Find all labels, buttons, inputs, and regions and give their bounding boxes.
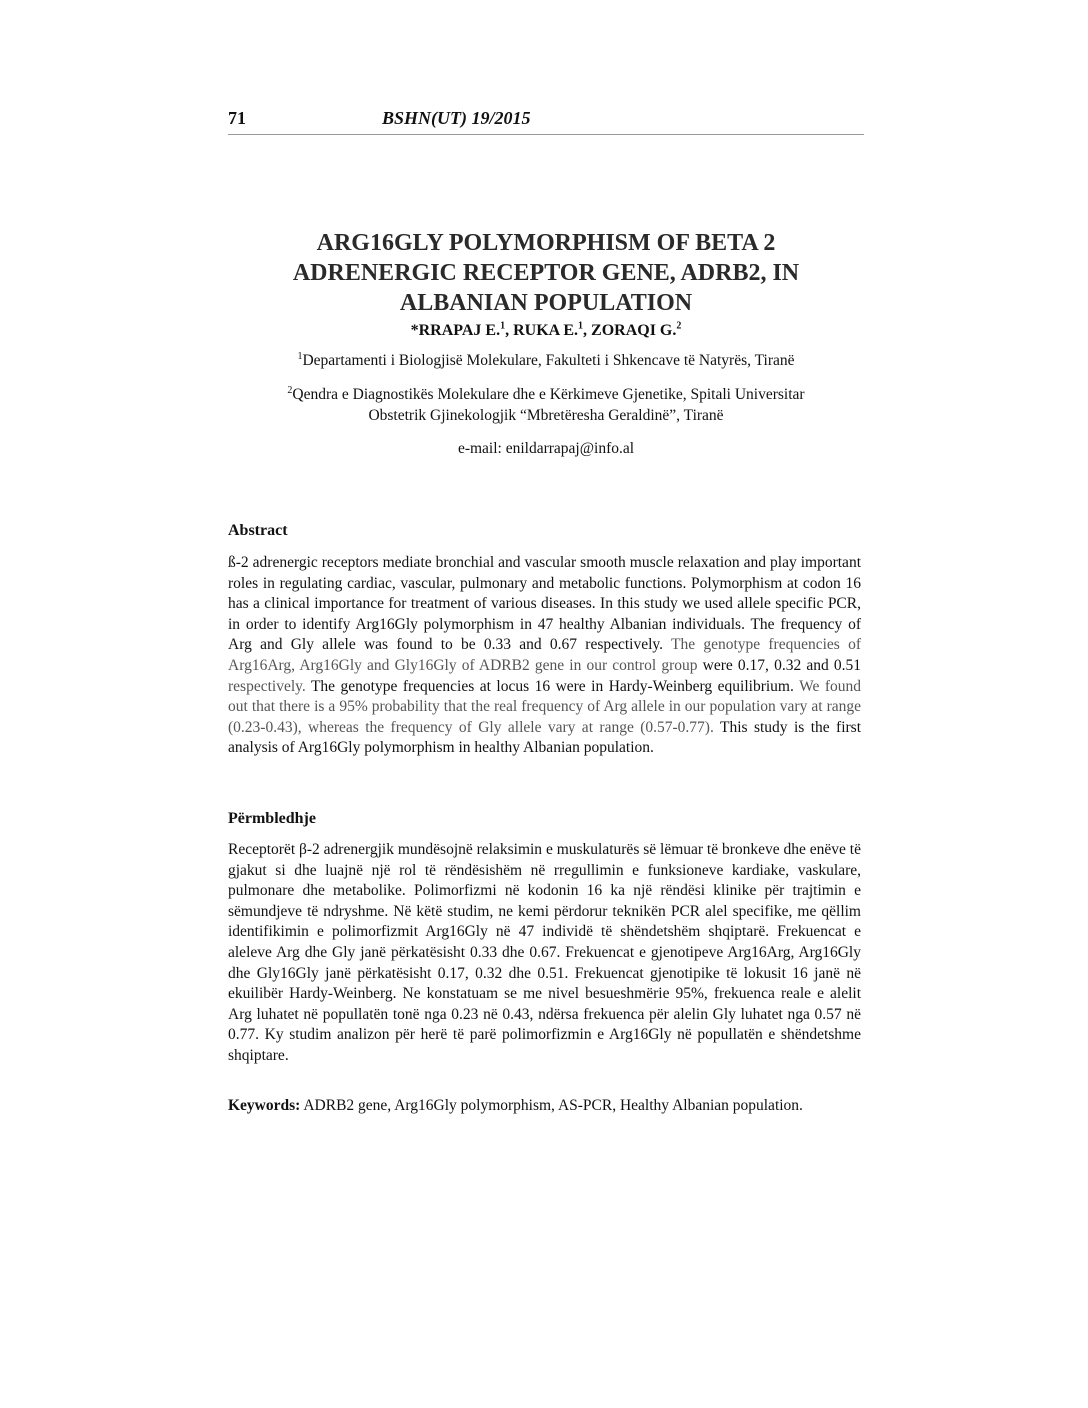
abstract-sentence: The genotype frequencies at locus 16 were in Hardy-Weinberg equilibrium. bbox=[310, 677, 794, 695]
author-name: ZORAQI G. bbox=[591, 322, 677, 339]
abstract-sentence: were 0.17, 0.32 and 0.51 bbox=[702, 656, 861, 674]
permbledhje-body: Receptorët β-2 adrenergjik mundësojnë relaksimin e muskulaturës së lëmuar të bronkeve dhe enëve të gjakut si dhe luajnë një rol të rëndësishëm në rregullimin e funksioneve kardiake, vaskulare, pulmonare dhe metabolike. Polimorfizmi në kodonin 16 ka një rëndësi klinike për trajtimin e sëmundjeve të ndryshme. Në këtë studim, ne kemi përdorur teknikën PCR alel specifike, me qëllim identifikimin e polimorfizmit Arg16Gly në 47 individë të shëndetshëm shqiptarë. Frekuencat e aleleve Arg dhe Gly janë përkatësisht 0.33 dhe 0.67. Frekuencat e gjenotipeve Arg16Arg, Arg16Gly dhe Gly16Gly janë përkatësisht 0.17, 0.32 dhe 0.51. Frekuencat gjenotipike të lokusit 16 janë në ekuilibër Hardy-Weinberg. Ne konstatuam se me nivel besueshmërie 95%, frekuenca reale e alelit Arg luhatet në popullatën tonë nga 0.23 në 0.43, ndërsa frekuenca për alelin Gly luhatet nga 0.57 në 0.77. Ky studim analizon për herë të parë polimorfizmin e Arg16Gly në popullatën e shëndetshme shqiptare. bbox=[228, 841, 861, 1064]
affiliation-marker: 2 bbox=[287, 384, 293, 396]
affiliation-text: Qendra e Diagnostikës Molekulare dhe e Kërkimeve Gjenetike, Spitali Universitar bbox=[292, 386, 805, 403]
abstract-sentence: The genotype frequencies of Arg16Arg, Arg16Gly and Gly16Gly of ADRB2 gene in our control group bbox=[228, 636, 861, 674]
keywords-label: Keywords: bbox=[228, 1097, 301, 1114]
affiliation-text: Obstetrik Gjinekologjik “Mbretëresha Geraldinë”, Tiranë bbox=[368, 407, 724, 424]
affiliation-marker: 1 bbox=[500, 320, 506, 332]
author-name: RUKA E. bbox=[513, 322, 579, 339]
title-line: ARG16GLY POLYMORPHISM OF BETA 2 bbox=[316, 230, 776, 256]
journal-citation: BSHN(UT) 19/2015 bbox=[382, 108, 531, 128]
keywords-text: ADRB2 gene, Arg16Gly polymorphism, AS-PCR, Healthy Albanian population. bbox=[300, 1097, 803, 1114]
running-header bbox=[228, 108, 864, 135]
abstract-sentence: We found out that there is a 95% probability that the real frequency of Arg allele in our population vary at range (0.23-0.43), whereas the frequency of Gly allele vary at range (0.57-0.77). bbox=[228, 677, 861, 736]
permbledhje-heading: Përmbledhje bbox=[228, 810, 316, 827]
title-line: ALBANIAN POPULATION bbox=[399, 290, 693, 316]
contact-email: e-mail: enildarrapaj@info.al bbox=[457, 440, 635, 457]
keywords bbox=[228, 1096, 861, 1117]
affiliation-marker: 2 bbox=[676, 320, 682, 332]
author-separator: , bbox=[505, 322, 514, 339]
title-line: ADRENERGIC RECEPTOR GENE, ADRB2, IN bbox=[292, 260, 800, 286]
affiliation-marker: 1 bbox=[578, 320, 584, 332]
affiliation-marker: 1 bbox=[297, 350, 303, 362]
abstract-sentence: respectively. bbox=[228, 677, 311, 695]
abstract-sentence: ß-2 adrenergic receptors mediate bronchial and vascular smooth muscle relaxation and play important roles in regulating cardiac, vascular, pulmonary and metabolic functions. Polymorphism at codon 16 has a clinical importance for treatment of various diseases. In this study we used allele specific PCR, in order to identify Arg16Gly polymorphism in 47 healthy Albanian individuals. The frequency of Arg and Gly allele was found to be 0.33 and 0.67 respectively. bbox=[228, 554, 861, 654]
author-name: *RRAPAJ E. bbox=[410, 322, 501, 339]
affiliation-2 bbox=[196, 384, 896, 426]
abstract-sentence: This study is the first analysis of Arg16Gly polymorphism in healthy Albanian population. bbox=[228, 718, 862, 757]
abstract-body bbox=[228, 553, 861, 759]
author-separator: , bbox=[583, 322, 592, 339]
abstract-heading: Abstract bbox=[228, 522, 288, 539]
paper-title bbox=[228, 228, 864, 318]
page-number: 71 bbox=[228, 108, 246, 128]
affiliation-1 bbox=[196, 350, 896, 371]
author-list bbox=[228, 322, 864, 340]
affiliation-text: Departamenti i Biologjisë Molekulare, Fakulteti i Shkencave të Natyrës, Tiranë bbox=[302, 352, 795, 369]
